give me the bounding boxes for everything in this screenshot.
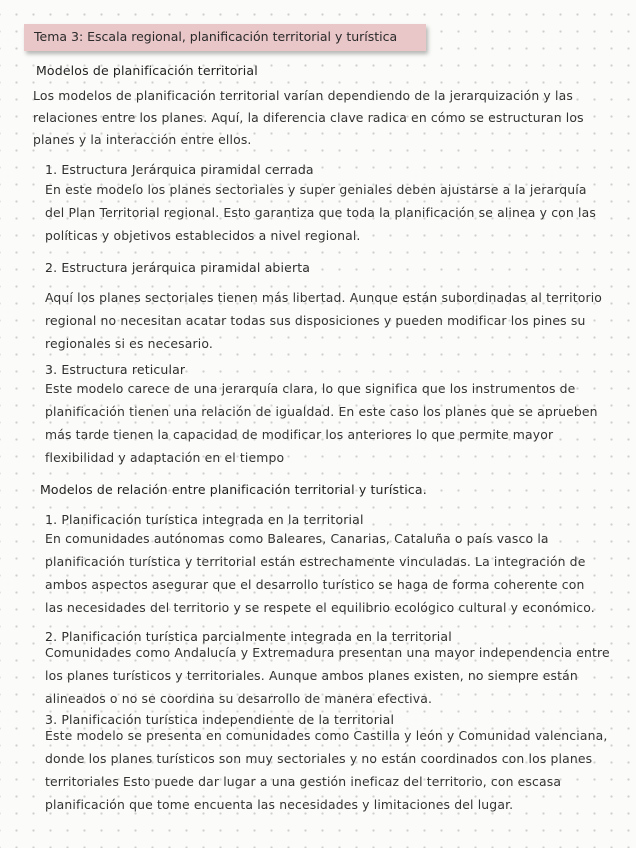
- paragraph-line: relaciones entre los planes. Aquí, la diferencia clave radica en cómo se estructuran los: [33, 110, 584, 125]
- paragraph-line: Comunidades como Andalucía y Extremadura presentan una mayor independencia entre: [45, 645, 610, 660]
- paragraph-line: flexibilidad y adaptación en el tiempo: [45, 450, 285, 465]
- item-heading: 1. Estructura Jerárquica piramidal cerrada: [45, 162, 314, 177]
- section-heading-planning-models: Modelos de planificación territorial: [36, 63, 258, 78]
- section-heading-relation-models: Modelos de relación entre planificación territorial y turística.: [40, 482, 427, 497]
- paragraph-line: más tarde tienen la capacidad de modificar los anteriores lo que permite mayor: [45, 427, 554, 442]
- paragraph-line: planificación turística y territorial están estrechamente vinculadas. La integración de: [45, 554, 586, 569]
- paragraph-line: planes y la interacción entre ellos.: [33, 132, 252, 147]
- paragraph-line: territoriales Esto puede dar lugar a una gestión ineficaz del territorio, con escasa: [45, 774, 562, 789]
- paragraph-line: ambos aspectos asegurar que el desarrollo turístico se haga de forma coherente con: [45, 577, 585, 592]
- paragraph-line: donde los planes turísticos son muy sectoriales y no están coordinados con los planes: [45, 751, 593, 766]
- paragraph-line: Los modelos de planificación territorial varían dependiendo de la jerarquización y las: [33, 88, 573, 103]
- paragraph-line: los planes turísticos y territoriales. Aunque ambos planes existen, no siempre están: [45, 668, 578, 683]
- paragraph-line: políticas y objetivos establecidos a nivel regional.: [45, 228, 361, 243]
- item-heading: 2. Planificación turística parcialmente integrada en la territorial: [45, 629, 452, 644]
- title-banner: [24, 24, 426, 51]
- paragraph-line: las necesidades del territorio y se respete el equilibrio ecológico cultural y económico.: [45, 600, 595, 615]
- paragraph-line: planificación tienen una relación de igualdad. En este caso los planes que se aprueben: [45, 404, 598, 419]
- paragraph-line: Este modelo carece de una jerarquía clara, lo que significa que los instrumentos de: [45, 381, 576, 396]
- paragraph-line: alineados o no se coordina su desarrollo de manera efectiva.: [45, 691, 433, 706]
- paragraph-line: Este modelo se presenta en comunidades como Castilla y león y Comunidad valenciana,: [45, 728, 608, 743]
- paragraph-line: regionales si es necesario.: [45, 336, 213, 351]
- paragraph-line: del Plan Territorial regional. Esto garantiza que toda la planificación se alinea y con las: [45, 205, 596, 220]
- paragraph-line: En comunidades autónomas como Baleares, Canarias, Cataluña o país vasco la: [45, 531, 549, 546]
- item-heading: 2. Estructura jerárquica piramidal abierta: [45, 260, 311, 275]
- item-heading: 1. Planificación turística integrada en la territorial: [45, 512, 364, 527]
- item-heading: 3. Planificación turística independiente de la territorial: [45, 712, 395, 727]
- paragraph-line: regional no necesitan acatar todas sus disposiciones y pueden modificar los pines su: [45, 313, 586, 328]
- paragraph-line: planificación que tome encuenta las necesidades y limitaciones del lugar.: [45, 797, 514, 812]
- paragraph-line: Aquí los planes sectoriales tienen más libertad. Aunque están subordinadas al territorio: [45, 290, 603, 305]
- paragraph-line: En este modelo los planes sectoriales y super geniales deben ajustarse a la jerarquía: [45, 182, 587, 197]
- item-heading: 3. Estructura reticular: [45, 362, 186, 377]
- page-title: Tema 3: Escala regional, planificación territorial y turística: [34, 29, 398, 44]
